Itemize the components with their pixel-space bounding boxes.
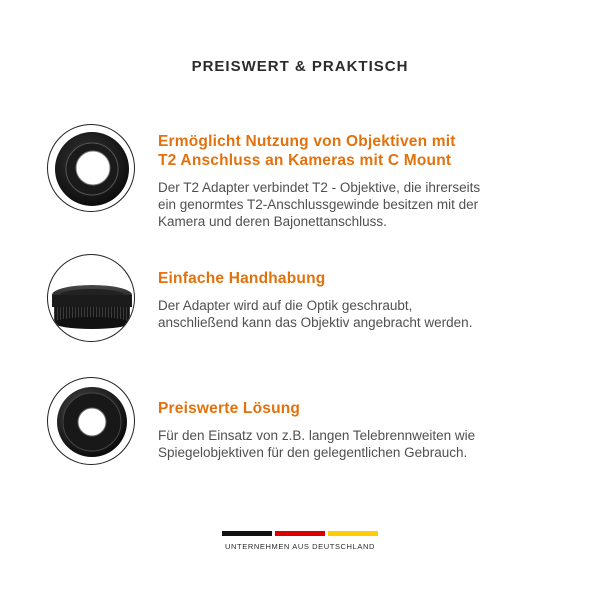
feature-1-title: Ermöglicht Nutzung von Objektiven mit T2 Anschluss an Kameras mit C Mount: [158, 133, 456, 169]
adapter-ring-front-image: [47, 124, 135, 212]
footer-label: UNTERNEHMEN AUS DEUTSCHLAND: [225, 542, 375, 551]
page-title: PREISWERT & PRAKTISCH: [191, 58, 409, 75]
adapter-ring-back-image: [47, 377, 135, 465]
feature-3-description: Für den Einsatz von z.B. langen Telebrennweiten wie Spiegelobjektiven für den gelegentlichen Gebrauch.: [158, 428, 476, 460]
flag-bar-black: [222, 531, 272, 536]
feature-1-description: Der T2 Adapter verbindet T2 - Objektive, die ihrerseits ein genormtes T2-Anschlussgewinde besitzen mit der Kamera und deren Bajonettanschluss.: [158, 180, 481, 229]
flag-bar-red: [275, 531, 325, 536]
feature-3-title: Preiswerte Lösung: [158, 400, 301, 417]
feature-2-title: Einfache Handhabung: [158, 270, 326, 287]
flag-bar-gold: [328, 531, 378, 536]
feature-2-description: Der Adapter wird auf die Optik geschraubt, anschließend kann das Objektiv angebracht werden.: [158, 298, 473, 330]
adapter-ring-side-image: [47, 254, 135, 342]
